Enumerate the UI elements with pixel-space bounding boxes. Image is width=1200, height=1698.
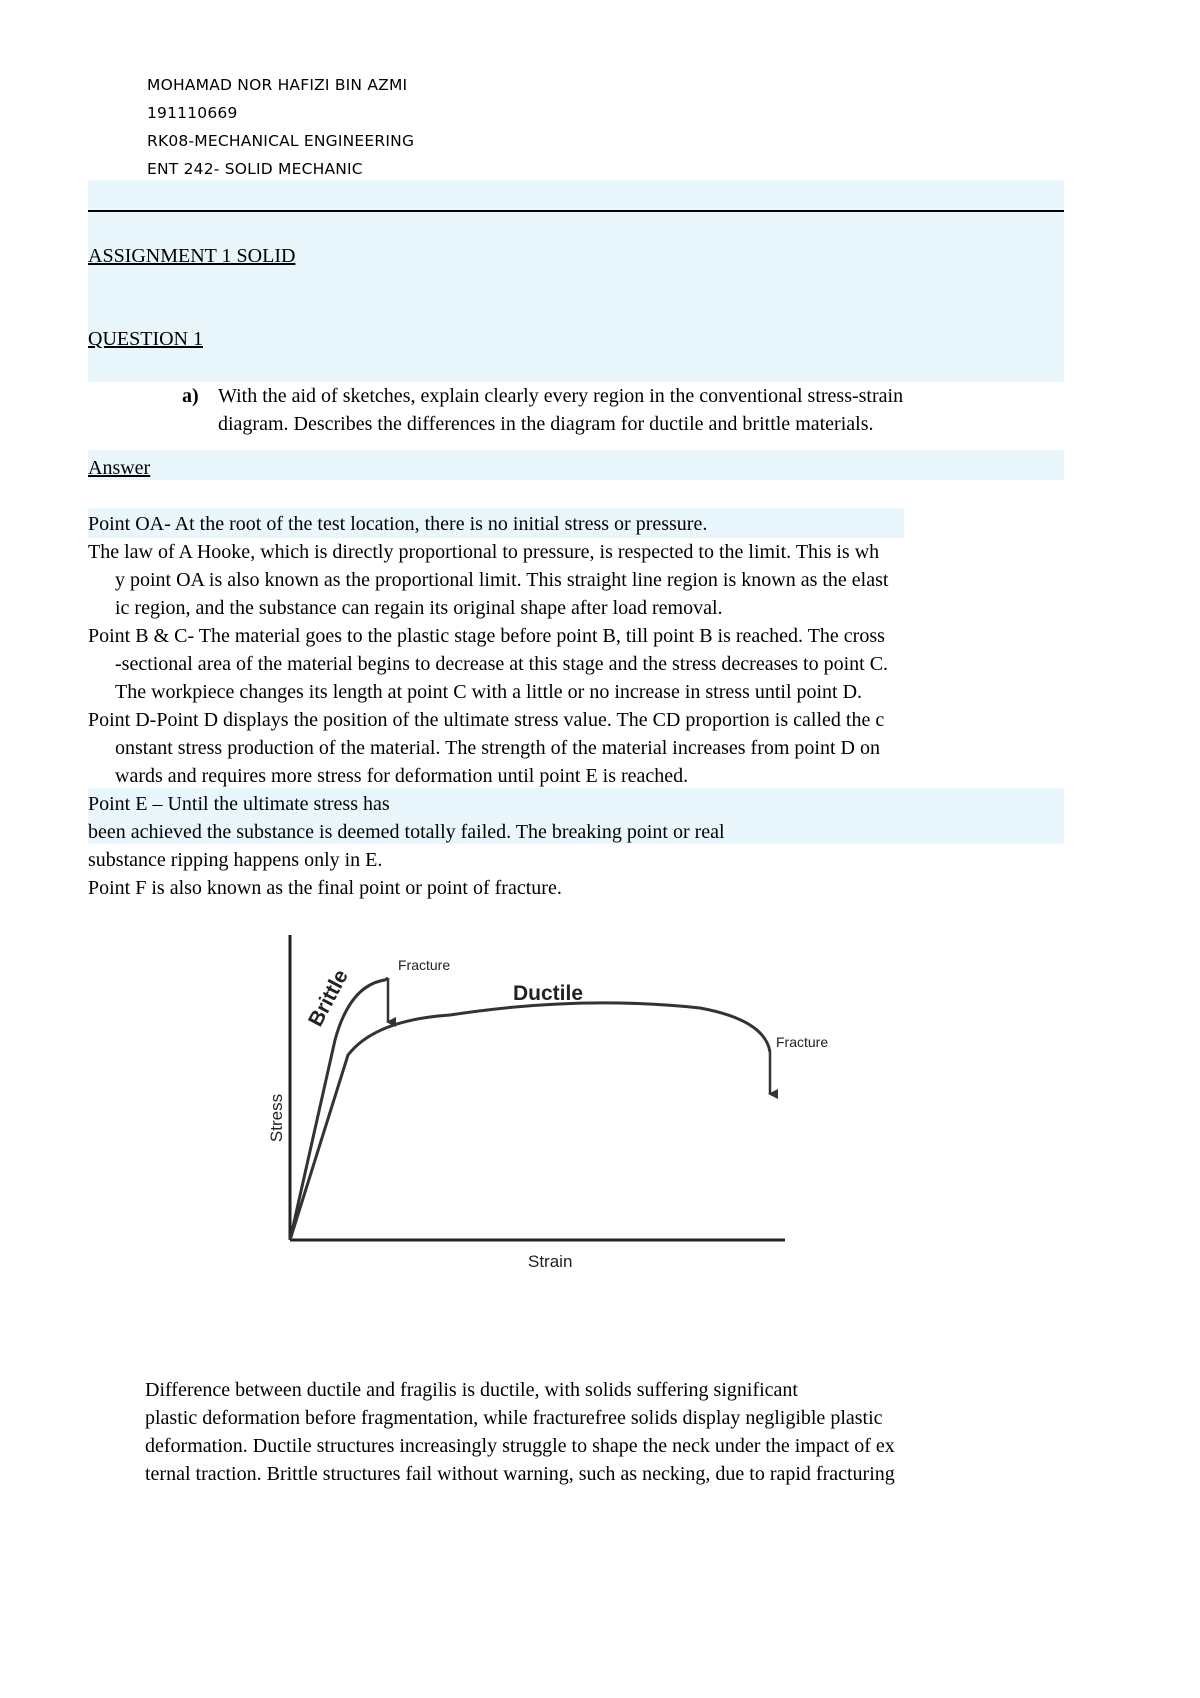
answer-line: Point F is also known as the final point or point of fracture. bbox=[88, 877, 562, 899]
answer-body bbox=[88, 510, 1068, 902]
answer-line: Point B & C- The material goes to the plastic stage before point B, till point B is reached. The cross bbox=[88, 625, 885, 647]
ductile-curve bbox=[290, 1003, 770, 1240]
student-name: MOHAMAD NOR HAFIZI BIN AZMI bbox=[147, 76, 408, 94]
answer-line: Point OA- At the root of the test location, there is no initial stress or pressure. bbox=[88, 513, 708, 535]
difference-paragraph bbox=[145, 1376, 895, 1488]
question-label: a) bbox=[182, 385, 199, 407]
answer-line: ic region, and the substance can regain its original shape after load removal. bbox=[115, 597, 723, 619]
fracture-label: Fracture bbox=[776, 1034, 829, 1050]
y-axis-label: Stress bbox=[267, 1093, 286, 1143]
highlight-band bbox=[88, 180, 1064, 210]
highlight-band bbox=[88, 450, 1064, 480]
ductile-label: Ductile bbox=[513, 982, 584, 1005]
answer-line: onstant stress production of the material. The strength of the material increases from point D on bbox=[115, 737, 880, 759]
program-name: RK08-MECHANICAL ENGINEERING bbox=[147, 132, 415, 150]
answer-line: substance ripping happens only in E. bbox=[88, 849, 383, 871]
answer-line: -sectional area of the material begins to decrease at this stage and the stress decreases to point C. bbox=[115, 653, 889, 675]
x-axis-label: Strain bbox=[528, 1252, 573, 1270]
answer-line: Point D-Point D displays the position of the ultimate stress value. The CD proportion is called the c bbox=[88, 709, 885, 731]
difference-line: Difference between ductile and fragilis is ductile, with solids suffering significant bbox=[145, 1379, 798, 1401]
difference-line: deformation. Ductile structures increasingly struggle to shape the neck under the impact of ex bbox=[145, 1435, 895, 1457]
matric-number: 191110669 bbox=[147, 104, 238, 122]
answer-label: Answer bbox=[88, 457, 151, 479]
brittle-label: Brittle bbox=[304, 965, 353, 1031]
question-text-line: diagram. Describes the differences in the diagram for ductile and brittle materials. bbox=[218, 413, 874, 435]
answer-line: The workpiece changes its length at point C with a little or no increase in stress until point D. bbox=[115, 681, 863, 703]
assignment-title: ASSIGNMENT 1 SOLID bbox=[88, 245, 296, 267]
course-name: ENT 242- SOLID MECHANIC bbox=[147, 160, 363, 178]
answer-line: wards and requires more stress for deformation until point E is reached. bbox=[115, 765, 689, 787]
stress-strain-diagram bbox=[250, 930, 870, 1270]
fracture-label: Fracture bbox=[398, 957, 451, 973]
answer-line: y point OA is also known as the proportional limit. This straight line region is known as the elast bbox=[115, 569, 889, 591]
answer-line: The law of A Hooke, which is directly proportional to pressure, is respected to the limit. This is wh bbox=[88, 541, 880, 563]
answer-line: Point E – Until the ultimate stress has bbox=[88, 793, 390, 815]
question-title: QUESTION 1 bbox=[88, 328, 203, 350]
difference-line: plastic deformation before fragmentation, while fracturefree solids display negligible plastic bbox=[145, 1407, 883, 1429]
header-divider bbox=[88, 210, 1064, 212]
answer-line: been achieved the substance is deemed totally failed. The breaking point or real bbox=[88, 821, 725, 843]
difference-line: ternal traction. Brittle structures fail without warning, such as necking, due to rapid fracturing bbox=[145, 1463, 895, 1485]
highlight-band bbox=[88, 212, 1064, 382]
question-text-line: With the aid of sketches, explain clearly every region in the conventional stress-strain bbox=[218, 385, 904, 407]
